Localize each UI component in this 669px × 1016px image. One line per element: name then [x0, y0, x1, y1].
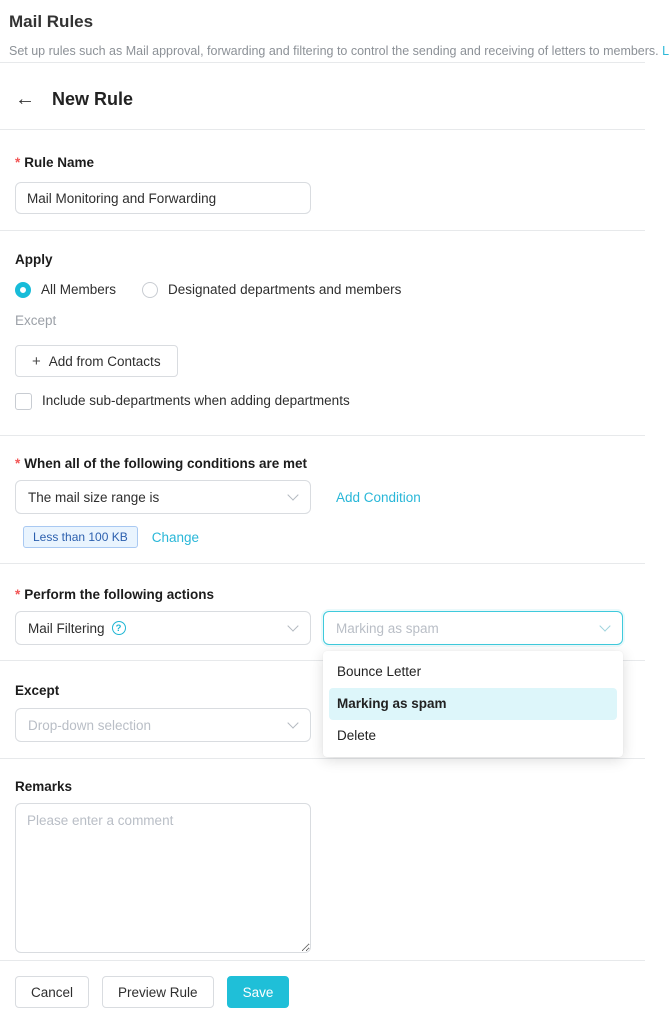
action-type-dropdown-menu [323, 651, 623, 757]
change-link[interactable]: Change [151, 529, 200, 545]
conditions-label-row [15, 455, 630, 472]
footer-actions [0, 961, 645, 1016]
action-category-value: Mail Filtering [28, 620, 105, 636]
apply-label: Apply [15, 252, 53, 267]
form-title: New Rule [52, 89, 134, 109]
apply-radio-group [15, 280, 630, 300]
except-select[interactable] [15, 708, 311, 742]
cancel-button[interactable]: Cancel [15, 976, 89, 1008]
radio-unselected-icon[interactable] [142, 282, 158, 298]
except-select-placeholder: Drop-down selection [28, 717, 152, 733]
back-arrow-icon[interactable]: ← [15, 88, 35, 110]
page-subtitle [9, 43, 669, 62]
remarks-label: Remarks [15, 779, 73, 794]
radio-designated-members-label: Designated departments and members [168, 282, 402, 297]
menu-item-marking-as-spam[interactable]: Marking as spam [329, 688, 617, 720]
except-label: Except [15, 683, 60, 698]
action-type-placeholder: Marking as spam [336, 620, 439, 636]
include-subdepartments-checkbox[interactable] [15, 393, 32, 410]
preview-rule-button[interactable]: Preview Rule [102, 976, 214, 1008]
condition-value-tag: Less than 100 KB [23, 526, 138, 548]
apply-except-label: Except [15, 313, 57, 328]
chevron-down-icon [599, 620, 610, 631]
required-mark: * [15, 587, 21, 602]
chevron-down-icon [287, 620, 298, 631]
add-condition-link[interactable]: Add Condition [336, 489, 421, 505]
plus-icon: + [32, 352, 41, 370]
help-icon[interactable]: ? [112, 621, 126, 635]
include-subdepartments-label: Include sub-departments when adding departments [42, 393, 350, 408]
rule-name-input[interactable] [15, 182, 311, 214]
condition-type-select[interactable] [15, 480, 311, 514]
rule-name-section [0, 130, 645, 231]
required-mark: * [15, 456, 21, 471]
add-from-contacts-label: Add from Contacts [48, 353, 161, 369]
condition-row [15, 480, 630, 514]
page-title: Mail Rules [9, 12, 94, 31]
condition-type-value: The mail size range is [28, 489, 160, 505]
radio-all-members-label: All Members [41, 282, 117, 297]
page-header [0, 0, 669, 63]
remarks-textarea[interactable] [15, 803, 311, 953]
remarks-section [0, 759, 645, 961]
actions-label-row [15, 586, 630, 603]
rule-name-label: Rule Name [24, 155, 95, 170]
radio-designated-members[interactable] [142, 280, 401, 300]
required-mark: * [15, 155, 21, 170]
conditions-label: When all of the following conditions are met [24, 456, 308, 471]
form-header [0, 63, 645, 130]
chevron-down-icon [287, 717, 298, 728]
add-from-contacts-button[interactable] [15, 345, 178, 377]
menu-item-delete[interactable]: Delete [337, 728, 377, 743]
learn-more-link[interactable]: L [662, 44, 669, 58]
action-type-select[interactable] [323, 611, 623, 645]
actions-label: Perform the following actions [24, 587, 215, 602]
include-subdepartments-row [15, 391, 630, 411]
radio-selected-icon[interactable] [15, 282, 31, 298]
chevron-down-icon [287, 489, 298, 500]
apply-section [0, 231, 645, 436]
save-button[interactable]: Save [227, 976, 290, 1008]
menu-item-bounce-letter[interactable]: Bounce Letter [337, 664, 422, 679]
page-subtitle-text: Set up rules such as Mail approval, forwarding and filtering to control the sending and receiving of letters to members. [9, 44, 659, 58]
radio-all-members[interactable] [15, 280, 116, 300]
rule-name-label-row [15, 154, 630, 171]
condition-value-row [15, 526, 630, 548]
conditions-section [0, 436, 645, 564]
action-category-select[interactable] [15, 611, 311, 645]
